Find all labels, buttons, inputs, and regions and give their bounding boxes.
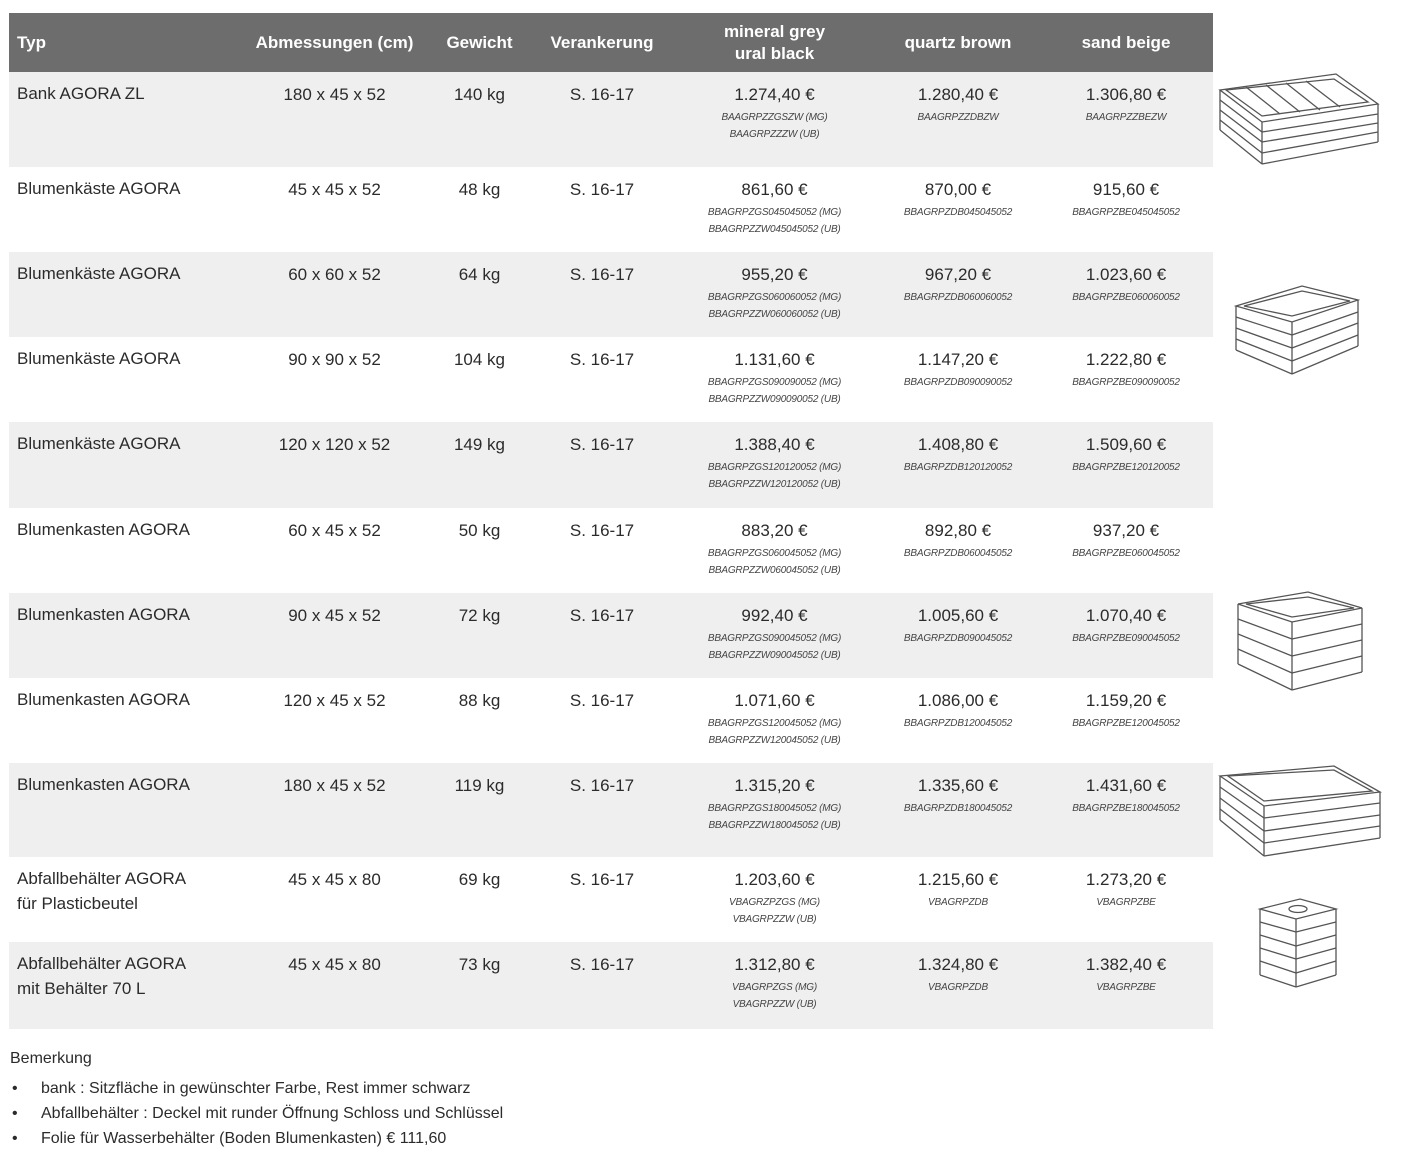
price: 1.023,60 € [1085,265,1167,284]
cell-typ [9,72,242,167]
article-code: BBAGRPZBE060045052 [1072,548,1180,559]
table-row [9,593,1213,678]
price: 1.335,60 € [917,776,999,795]
cell-mineral-grey-price [672,508,877,593]
article-code: BBAGRPZDB180045052 [903,803,1013,814]
cell-typ [9,942,242,1029]
cell-quartz-brown-price [877,678,1039,763]
price: 1.071,60 € [734,691,815,710]
cell-typ [9,422,242,508]
long-planter-illustration [1216,762,1384,860]
cell-anchor: S. 16-17 [532,252,672,337]
notes-title: Bemerkung [10,1050,92,1067]
typ-line: Blumenkäste AGORA [17,179,181,198]
header-typ: Typ [9,13,242,72]
cell-quartz-brown-price [877,857,1039,942]
cell-mineral-grey-price [672,942,877,1029]
typ-line: Blumenkäste AGORA [17,349,181,368]
article-code: VBAGRPZGS (MG) [732,982,817,993]
cell-weight: 73 kg [427,942,532,1029]
cell-mineral-grey-price [672,763,877,857]
price: 1.274,40 € [734,85,815,104]
cell-weight: 149 kg [427,422,532,508]
article-code: BBAGRPZGS090090052 (MG) [707,377,842,388]
cell-typ [9,167,242,252]
cell-dimensions: 45 x 45 x 80 [242,857,427,942]
article-code: BAAGRPZZDBZW [917,112,999,123]
cell-quartz-brown-price [877,508,1039,593]
price: 870,00 € [924,180,992,199]
notes-list [10,1076,503,1151]
cell-weight: 64 kg [427,252,532,337]
article-code: BBAGRPZZW180045052 (UB) [708,820,841,831]
note-item [10,1076,503,1101]
article-code: VBAGRPZBE [1096,897,1156,908]
article-code: BAAGRPZZZW (UB) [729,129,820,140]
cell-quartz-brown-price [877,763,1039,857]
price: 967,20 € [924,265,992,284]
cell-mineral-grey-price [672,593,877,678]
table-row [9,422,1213,508]
cell-anchor: S. 16-17 [532,678,672,763]
article-code: VBAGRPZZW (UB) [732,999,817,1010]
article-code: BBAGRPZDB060060052 [903,292,1013,303]
article-code: BBAGRPZDB060045052 [903,548,1013,559]
cell-weight: 104 kg [427,337,532,422]
header-mineral-grey: mineral grey [723,21,826,41]
article-code: VBAGRPZBE [1096,982,1156,993]
typ-line: Blumenkasten AGORA [17,605,190,624]
price: 1.005,60 € [917,606,999,625]
price: 1.431,60 € [1085,776,1167,795]
cell-quartz-brown-price [877,72,1039,167]
article-code: VBAGRPZDB [928,982,988,993]
cell-anchor: S. 16-17 [532,593,672,678]
cell-sand-beige-price [1039,337,1213,422]
cell-dimensions: 120 x 45 x 52 [242,678,427,763]
price: 937,20 € [1092,521,1160,540]
article-code: BBAGRPZDB090090052 [903,377,1013,388]
price: 1.408,80 € [917,435,999,454]
typ-line: Blumenkäste AGORA [17,264,181,283]
cell-weight: 88 kg [427,678,532,763]
article-code: BBAGRPZDB120120052 [903,462,1013,473]
cell-sand-beige-price [1039,252,1213,337]
cell-anchor: S. 16-17 [532,763,672,857]
cell-dimensions: 180 x 45 x 52 [242,763,427,857]
price: 1.222,80 € [1085,350,1167,369]
note-item [10,1101,503,1126]
cell-typ [9,593,242,678]
cell-sand-beige-price [1039,422,1213,508]
article-code: BAAGRPZZBEZW [1085,112,1167,123]
price: 1.324,80 € [917,955,999,974]
price: 1.273,20 € [1085,870,1167,889]
table-row [9,857,1213,942]
article-code: BBAGRPZBE090045052 [1072,633,1180,644]
cell-sand-beige-price [1039,678,1213,763]
cell-dimensions: 90 x 45 x 52 [242,593,427,678]
table-row [9,763,1213,857]
rectangular-planter-illustration [1234,588,1366,694]
cell-anchor: S. 16-17 [532,508,672,593]
cell-dimensions: 45 x 45 x 80 [242,942,427,1029]
article-code: VBAGRPZDB [928,897,988,908]
cell-weight: 72 kg [427,593,532,678]
typ-line: Bank AGORA ZL [17,84,145,103]
cell-quartz-brown-price [877,942,1039,1029]
price: 1.203,60 € [734,870,815,889]
article-code: BBAGRPZZW060045052 (UB) [708,565,841,576]
header-abmessungen: Abmessungen (cm) [242,13,427,72]
article-code: BBAGRPZDB090045052 [903,633,1013,644]
article-code: BBAGRPZGS060045052 (MG) [707,548,842,559]
header-quartz-brown: quartz brown [877,13,1039,72]
article-code: BBAGRPZBE090090052 [1072,377,1180,388]
article-code: BBAGRPZGS060060052 (MG) [707,292,842,303]
cell-quartz-brown-price [877,422,1039,508]
cell-mineral-grey-price [672,167,877,252]
table-row [9,337,1213,422]
cell-sand-beige-price [1039,942,1213,1029]
article-code: BBAGRPZDB045045052 [903,207,1013,218]
price: 1.312,80 € [734,955,815,974]
article-code: BBAGRPZZW060060052 (UB) [708,309,841,320]
table-row [9,508,1213,593]
cell-anchor: S. 16-17 [532,857,672,942]
table-header-row [9,13,1213,72]
article-code: BBAGRPZZW090045052 (UB) [708,650,841,661]
cell-quartz-brown-price [877,167,1039,252]
cell-sand-beige-price [1039,763,1213,857]
typ-line: Blumenkäste AGORA [17,434,181,453]
cell-weight: 119 kg [427,763,532,857]
cell-anchor: S. 16-17 [532,422,672,508]
article-code: BBAGRPZBE120120052 [1072,462,1180,473]
article-code: BBAGRPZZW120045052 (UB) [708,735,841,746]
header-mineral-grey-ural-black [672,13,877,72]
price: 1.280,40 € [917,85,999,104]
cell-dimensions: 90 x 90 x 52 [242,337,427,422]
cell-sand-beige-price [1039,857,1213,942]
cell-typ [9,337,242,422]
cell-dimensions: 60 x 60 x 52 [242,252,427,337]
price: 883,20 € [741,521,808,540]
typ-line: Abfallbehälter AGORA [17,869,187,888]
article-code: BBAGRPZGS120045052 (MG) [707,718,842,729]
price: 1.070,40 € [1085,606,1167,625]
price: 1.131,60 € [734,350,815,369]
price: 992,40 € [741,606,808,625]
price: 861,60 € [741,180,808,199]
bullet-icon: • [12,1130,18,1147]
header-sand-beige: sand beige [1039,13,1213,72]
price: 1.159,20 € [1085,691,1167,710]
cell-typ [9,678,242,763]
cell-typ [9,508,242,593]
price: 1.147,20 € [917,350,999,369]
table-row [9,942,1213,1029]
square-planter-illustration [1232,282,1362,378]
price: 1.215,60 € [917,870,999,889]
article-code: VBAGRPZZW (UB) [732,914,817,925]
cell-mineral-grey-price [672,857,877,942]
cell-sand-beige-price [1039,508,1213,593]
typ-line: Blumenkasten AGORA [17,520,190,539]
price: 1.382,40 € [1085,955,1167,974]
cell-typ [9,252,242,337]
note-text: Folie für Wasserbehälter (Boden Blumenkasten) € 111,60 [41,1130,447,1147]
article-code: BBAGRPZBE045045052 [1072,207,1180,218]
cell-mineral-grey-price [672,72,877,167]
cell-typ [9,763,242,857]
price: 955,20 € [741,265,808,284]
cell-dimensions: 45 x 45 x 52 [242,167,427,252]
cell-mineral-grey-price [672,252,877,337]
table-body [9,72,1213,1029]
cell-dimensions: 180 x 45 x 52 [242,72,427,167]
price: 1.086,00 € [917,691,999,710]
price: 1.306,80 € [1085,85,1167,104]
article-code: BBAGRPZGS180045052 (MG) [707,803,842,814]
price: 1.509,60 € [1085,435,1167,454]
header-gewicht: Gewicht [427,13,532,72]
cell-mineral-grey-price [672,337,877,422]
article-code: BAAGRPZZGSZW (MG) [721,112,828,123]
cell-typ [9,857,242,942]
typ-line: mit Behälter 70 L [17,979,146,998]
article-code: VBAGRZPZGS (MG) [729,897,820,908]
price: 1.315,20 € [734,776,815,795]
article-code: BBAGRPZDB120045052 [903,718,1013,729]
article-code: BBAGRPZBE180045052 [1072,803,1180,814]
header-ural-black: ural black [734,43,815,63]
cell-weight: 140 kg [427,72,532,167]
cell-anchor: S. 16-17 [532,72,672,167]
table-row [9,167,1213,252]
article-code: BBAGRPZZW090090052 (UB) [708,394,841,405]
table-row [9,678,1213,763]
waste-bin-illustration [1256,895,1340,991]
typ-line: Abfallbehälter AGORA [17,954,187,973]
article-code: BBAGRPZBE120045052 [1072,718,1180,729]
article-code: BBAGRPZBE060060052 [1072,292,1180,303]
price: 1.388,40 € [734,435,815,454]
bullet-icon: • [12,1105,18,1122]
article-code: BBAGRPZGS120120052 (MG) [707,462,842,473]
price: 915,60 € [1092,180,1160,199]
cell-sand-beige-price [1039,593,1213,678]
typ-line: für Plasticbeutel [17,894,138,913]
table-row [9,72,1213,167]
cell-dimensions: 60 x 45 x 52 [242,508,427,593]
cell-anchor: S. 16-17 [532,942,672,1029]
header-verankerung: Verankerung [532,13,672,72]
price: 892,80 € [924,521,992,540]
article-code: BBAGRPZGS090045052 (MG) [707,633,842,644]
article-code: BBAGRPZZW045045052 (UB) [708,224,841,235]
article-code: BBAGRPZZW120120052 (UB) [708,479,841,490]
table-row [9,252,1213,337]
cell-quartz-brown-price [877,252,1039,337]
price-table [9,13,1213,1029]
cell-quartz-brown-price [877,593,1039,678]
cell-sand-beige-price [1039,167,1213,252]
note-text: bank : Sitzfläche in gewünschter Farbe, Rest immer schwarz [41,1080,471,1097]
cell-weight: 50 kg [427,508,532,593]
cell-anchor: S. 16-17 [532,337,672,422]
note-item [10,1126,503,1151]
cell-weight: 69 kg [427,857,532,942]
cell-weight: 48 kg [427,167,532,252]
cell-dimensions: 120 x 120 x 52 [242,422,427,508]
typ-line: Blumenkasten AGORA [17,775,190,794]
typ-line: Blumenkasten AGORA [17,690,190,709]
article-code: BBAGRPZGS045045052 (MG) [707,207,842,218]
cell-mineral-grey-price [672,678,877,763]
notes-section [10,1050,503,1151]
cell-quartz-brown-price [877,337,1039,422]
cell-mineral-grey-price [672,422,877,508]
bench-illustration [1216,70,1382,170]
cell-sand-beige-price [1039,72,1213,167]
cell-anchor: S. 16-17 [532,167,672,252]
note-text: Abfallbehälter : Deckel mit runder Öffnung Schloss und Schlüssel [41,1105,504,1122]
bullet-icon: • [12,1080,18,1097]
